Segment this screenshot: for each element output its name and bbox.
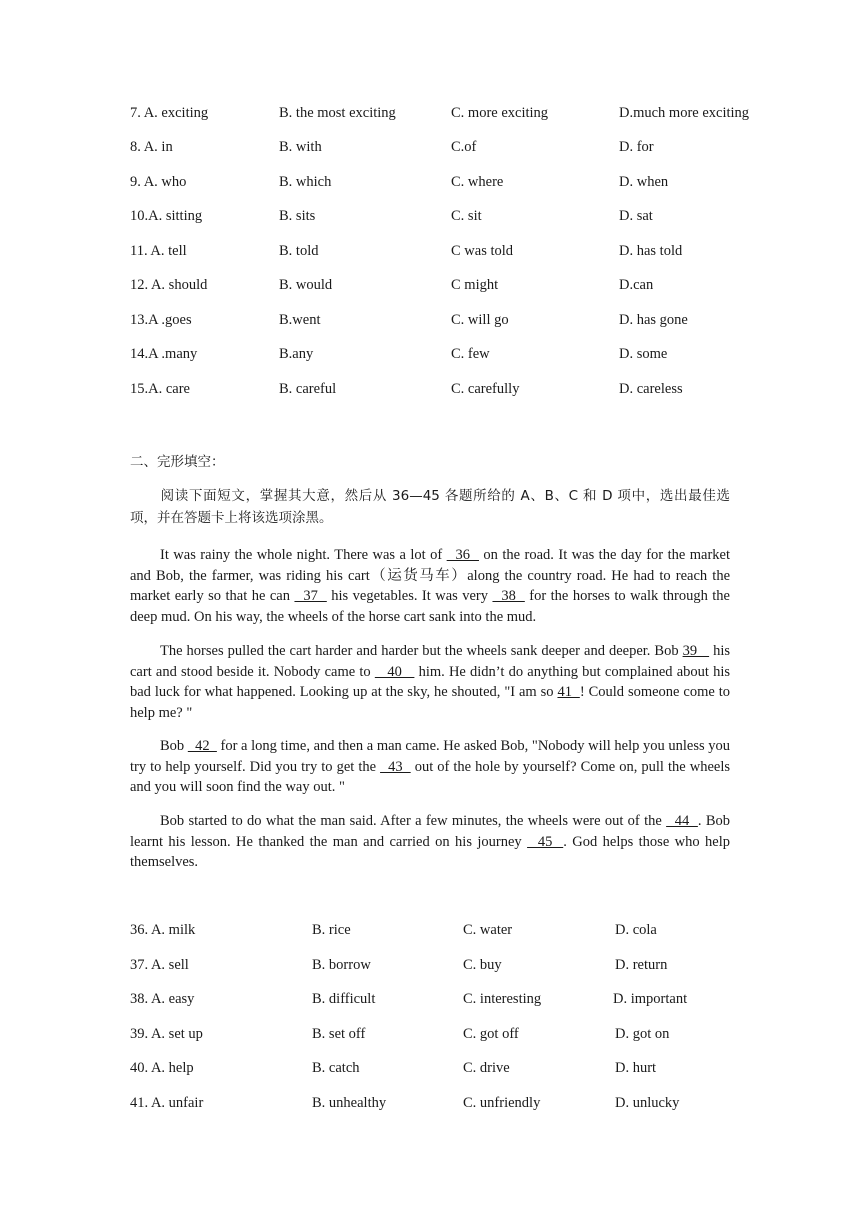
option-b: B. difficult	[312, 991, 376, 1007]
question-row	[130, 275, 770, 295]
passage-paragraph-3	[130, 736, 730, 798]
option-b: B. careful	[279, 381, 337, 397]
option-c: C. buy	[463, 957, 502, 973]
question-row	[130, 310, 770, 330]
blank-41: 41	[557, 684, 580, 701]
option-d: D. has gone	[619, 312, 688, 328]
option-d: D. when	[619, 174, 669, 190]
option-a: 38. A. easy	[130, 991, 195, 1007]
question-row	[130, 344, 770, 364]
instructions	[130, 485, 730, 529]
option-c: C. few	[451, 346, 490, 362]
blank-40: 40	[374, 663, 415, 680]
option-c: C might	[451, 277, 499, 293]
option-d: D. hurt	[615, 1060, 657, 1076]
option-d: D. important	[613, 991, 688, 1007]
option-c: C. interesting	[463, 991, 542, 1007]
passage-text: for the horses to walk through the deep mud. On his way, the wheels of the horse cart sank into the mud.	[130, 588, 730, 625]
blank-42: 42	[187, 738, 217, 754]
instructions-text: 阅读下面短文，掌握其大意，然后从 36—45 各题所给的 A、B、C 和 D 项中，选出最佳选项，并在答题卡上将该选项涂黑。	[130, 488, 730, 526]
option-b: B. which	[279, 174, 332, 190]
question-row	[130, 172, 770, 192]
option-a: 41. A. unfair	[130, 1095, 204, 1111]
option-d: D.can	[619, 277, 654, 293]
option-c: C. unfriendly	[463, 1095, 541, 1111]
option-b: B. set off	[312, 1026, 366, 1042]
passage-text: . God helps those who help themselves.	[130, 833, 731, 871]
option-a: 15.A. care	[130, 381, 190, 397]
question-row	[130, 103, 770, 123]
question-row	[130, 1093, 770, 1113]
section-heading: 二、完形填空：	[130, 454, 225, 470]
blank-38: 38	[492, 588, 525, 605]
option-d: D. return	[615, 957, 668, 973]
blank-43: 43	[380, 758, 411, 775]
option-b: B.went	[279, 312, 321, 328]
option-c: C. more exciting	[451, 105, 549, 121]
blank-36: 36	[446, 547, 479, 563]
blank-45: 45	[527, 833, 564, 850]
option-b: B. with	[279, 139, 322, 155]
question-row	[130, 989, 770, 1009]
option-d: D. cola	[615, 922, 657, 938]
option-a: 9. A. who	[130, 174, 187, 190]
option-b: B.any	[279, 346, 314, 362]
option-d: D. unlucky	[615, 1095, 680, 1111]
question-row	[130, 241, 770, 261]
blank-39: 39	[682, 643, 710, 659]
passage-text: Bob started to do what the man said. After a few minutes, the wheels were out of the	[160, 813, 667, 829]
passage-text: . Bob learnt his lesson. He thanked the man and carried on his journey	[130, 813, 730, 850]
passage-paragraph-1	[130, 545, 730, 627]
option-c: C. carefully	[451, 381, 520, 397]
option-a: 8. A. in	[130, 139, 173, 155]
option-b: B. the most exciting	[279, 105, 396, 121]
option-d: D. got on	[615, 1026, 670, 1042]
passage-text: on the road. It was the day for the market and Bob, the farmer, was riding his cart（运货马车）along the country road. He had to reach the market early so that he can	[130, 547, 731, 605]
option-a: 7. A. exciting	[130, 105, 209, 121]
question-row	[130, 137, 770, 157]
option-d: D. some	[619, 346, 668, 362]
passage-text: out of the hole by yourself? Come on, pull the wheels and you will soon find the way out. "	[130, 758, 730, 796]
blank-37: 37	[294, 588, 327, 605]
option-d: D. sat	[619, 208, 653, 224]
option-b: B. told	[279, 243, 319, 259]
option-c: C. got off	[463, 1026, 519, 1042]
option-d: D. for	[619, 139, 654, 155]
option-b: B. would	[279, 277, 333, 293]
question-row	[130, 920, 770, 940]
question-row	[130, 206, 770, 226]
passage-text: ! Could someone come to help me? "	[130, 684, 731, 721]
passage-text: The horses pulled the cart harder and harder but the wheels sank deeper and deeper. Bob	[160, 643, 683, 659]
question-row	[130, 955, 770, 975]
passage-text: his cart and stood beside it. Nobody came to	[130, 643, 731, 680]
option-a: 36. A. milk	[130, 922, 196, 938]
option-a: 39. A. set up	[130, 1026, 203, 1042]
option-a: 40. A. help	[130, 1060, 194, 1076]
option-c: C. water	[463, 922, 513, 938]
option-a: 13.A .goes	[130, 312, 192, 328]
passage-text: It was rainy the whole night. There was a lot of	[160, 547, 447, 563]
option-c: C. sit	[451, 208, 482, 224]
passage-text: for a long time, and then a man came. He asked Bob, "Nobody will help you unless you try to help yourself. Did you try to get the	[130, 738, 731, 775]
option-d: D. has told	[619, 243, 683, 259]
option-c: C. will go	[451, 312, 509, 328]
blank-44: 44	[666, 813, 698, 829]
option-a: 12. A. should	[130, 277, 208, 293]
option-c: C.of	[451, 139, 477, 155]
question-row	[130, 379, 770, 399]
option-a: 10.A. sitting	[130, 208, 203, 224]
passage-text: him. He didn’t do anything but complained about his bad luck for what happened. Looking up at the sky, he shouted, "I am so	[130, 663, 731, 701]
option-b: B. sits	[279, 208, 316, 224]
passage-paragraph-4	[130, 811, 730, 873]
passage-text: Bob	[160, 738, 188, 754]
option-c: C was told	[451, 243, 514, 259]
option-a: 37. A. sell	[130, 957, 189, 973]
option-d: D. careless	[619, 381, 683, 397]
question-row	[130, 1024, 770, 1044]
passage-text: his vegetables. It was very	[326, 588, 493, 605]
option-b: B. catch	[312, 1060, 360, 1076]
option-b: B. rice	[312, 922, 351, 938]
option-a: 14.A .many	[130, 346, 198, 362]
option-d: D.much more exciting	[619, 105, 750, 121]
option-a: 11. A. tell	[130, 243, 187, 259]
option-c: C. where	[451, 174, 504, 190]
option-c: C. drive	[463, 1060, 510, 1076]
question-row	[130, 1058, 770, 1078]
option-b: B. borrow	[312, 957, 371, 973]
passage-paragraph-2	[130, 641, 730, 723]
option-b: B. unhealthy	[312, 1095, 387, 1111]
